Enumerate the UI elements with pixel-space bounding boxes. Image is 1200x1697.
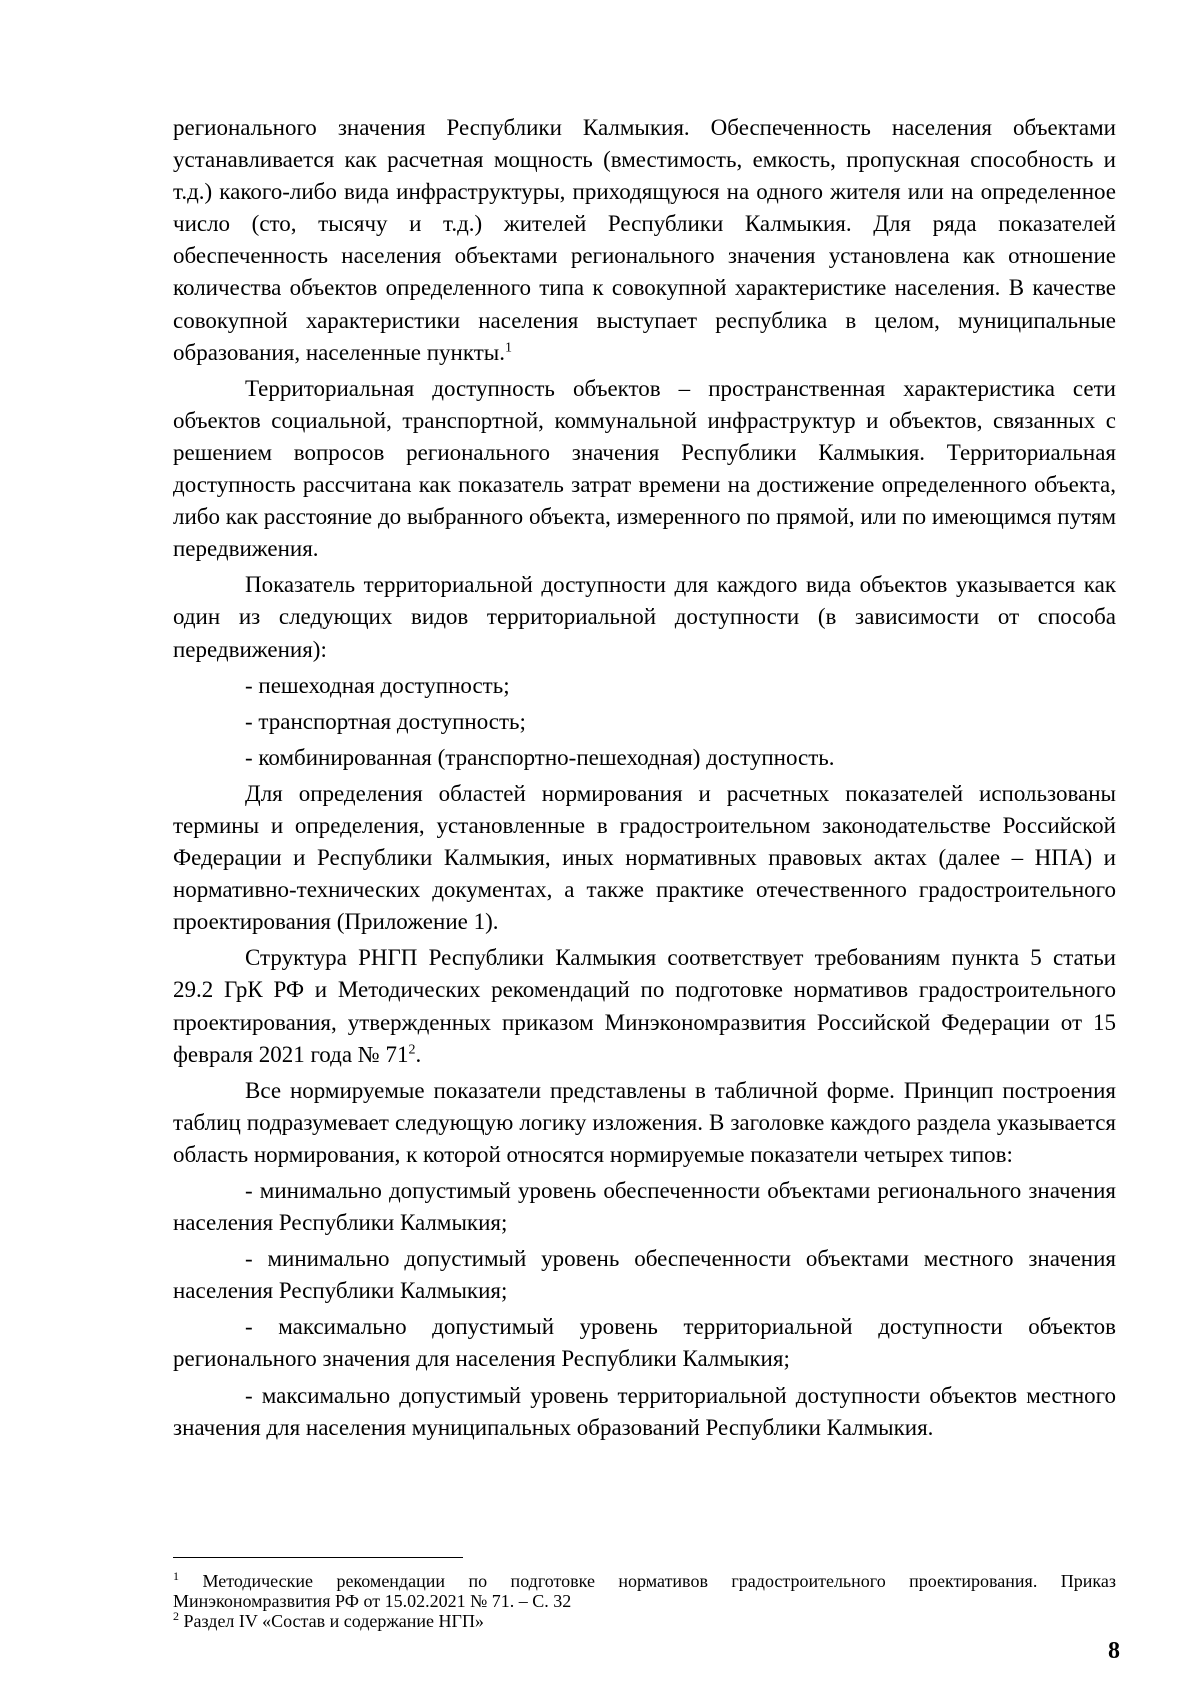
- footnote-ref-2[interactable]: 2: [408, 1041, 416, 1057]
- footnote-mark: 2: [173, 1609, 179, 1623]
- paragraph-accessibility-types: Показатель территориальной доступности для каждого вида объектов указывается как один из следующих видов территориальной доступности (в зависимости от способа передвижения):: [173, 572, 1116, 662]
- footnote-1: [173, 1571, 1116, 1611]
- list-item-min-local: - минимально допустимый уровень обеспеченности объектами местного значения населения Республики Калмыкия;: [173, 1246, 1116, 1304]
- paragraph-table-form: Все нормируемые показатели представлены в табличной форме. Принцип построения таблиц подразумевает следующую логику изложения. В заголовке каждого раздела указывается область нормирования, к которой относятся нормируемые показатели четырех типов:: [173, 1077, 1116, 1167]
- paragraph-text: регионального значения Республики Калмыкия. Обеспеченность населения объектами устанавливается как расчетная мощность (вместимость, емкость, пропускная способность и т.д.) какого-либо вида инфраструктуры, приходящуюся на одного жителя или на определенное число (сто, тысячу и т.д.) жителей Республики Калмыкия. Для ряда показателей обеспеченность населения объектами регионального значения установлена как отношение количества объектов определенного типа к совокупной характеристике населения. В качестве совокупной характеристики населения выступает республика в целом, муниципальные образования, населенные пункты.: [173, 115, 1116, 365]
- page-number: 8: [1108, 1638, 1120, 1664]
- list-item-min-regional: - минимально допустимый уровень обеспеченности объектами регионального значения населения Республики Калмыкия;: [173, 1178, 1116, 1236]
- footnote-ref-1[interactable]: 1: [505, 340, 512, 355]
- footnotes: [173, 1571, 1116, 1631]
- list-item-pedestrian: - пешеходная доступность;: [245, 672, 510, 698]
- footnote-separator: [173, 1557, 463, 1558]
- footnote-mark: 1: [173, 1569, 179, 1583]
- list-item-max-regional: - максимально допустимый уровень территориальной доступности объектов регионального значения для населения Республики Калмыкия;: [173, 1314, 1116, 1372]
- paragraph-tail: .: [415, 1041, 422, 1067]
- list-item-transport: - транспортная доступность;: [245, 708, 526, 734]
- footnote-2: [173, 1611, 1116, 1631]
- paragraph-text: Структура РНГП Республики Калмыкия соответствует требованиям пункта 5 статьи 29.2 ГрК РФ и Методических рекомендаций по подготовке нормативов градостроительного проектирования, утвержденных приказом Минэкономразвития Российской Федерации от 15 февраля 2021 года № 71: [173, 945, 1116, 1067]
- footnote-text: Методические рекомендации по подготовке нормативов градостроительного проектирования. Приказ Минэкономразвития РФ от 15.02.2021 № 71. – С. 32: [173, 1571, 1116, 1611]
- list-item-max-local: - максимально допустимый уровень территориальной доступности объектов местного значения для населения муниципальных образований Республики Калмыкия.: [173, 1382, 1116, 1440]
- document-body: [173, 112, 1116, 1444]
- list-item-combined: - комбинированная (транспортно-пешеходная) доступность.: [245, 744, 835, 770]
- paragraph-structure: [173, 942, 1116, 1070]
- paragraph-provision-definition: [173, 112, 1116, 369]
- paragraph-territorial-accessibility: Территориальная доступность объектов – пространственная характеристика сети объектов социальной, транспортной, коммунальной инфраструктур и объектов, связанных с решением вопросов регионального значения Республики Калмыкия. Территориальная доступность рассчитана как показатель затрат времени на достижение определенного объекта, либо как расстояние до выбранного объекта, измеренного по прямой, или по имеющимся путям передвижения.: [173, 375, 1116, 562]
- paragraph-terms-definitions: Для определения областей нормирования и расчетных показателей использованы термины и определения, установленные в градостроительном законодательстве Российской Федерации и Республики Калмыкия, иных нормативных правовых актах (далее – НПА) и нормативно-технических документах, а также практике отечественного градостроительного проектирования (Приложение 1).: [173, 780, 1116, 935]
- footnote-text: Раздел IV «Состав и содержание НГП»: [179, 1611, 484, 1631]
